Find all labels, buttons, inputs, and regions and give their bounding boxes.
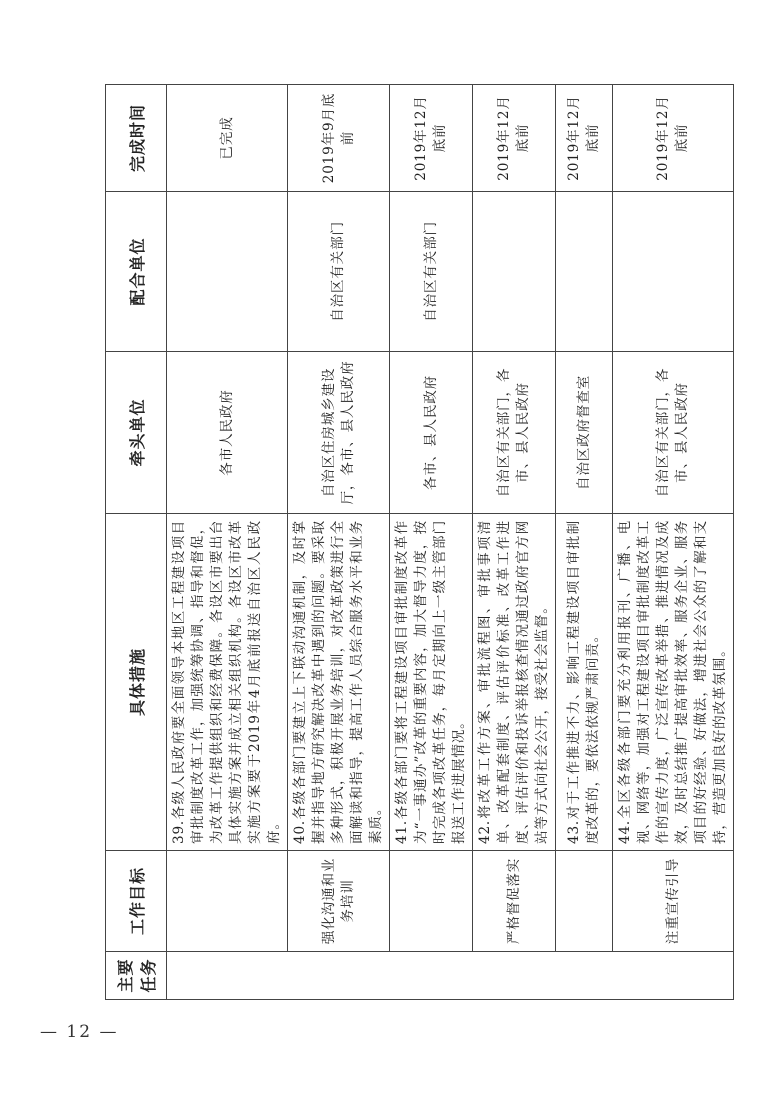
goal-cell: 注重宣传引导 bbox=[613, 851, 734, 952]
support-cell: 自治区有关部门 bbox=[288, 192, 390, 352]
lead-cell: 自治区有关部门，各市、县人民政府 bbox=[473, 352, 556, 514]
deadline-cell: 2019年12月底前 bbox=[473, 85, 556, 192]
measure-cell: 44.全区各级各部门要充分利用报刊、广播、电视、网络等，加强对工程建设项目审批制度改革工作的宣传力度，广泛宣传改革举措、推进情况及成效，及时总结推广提高审批效率、服务企业、服务项目的好经验、好做法，增进社会公众的了解和支持，营造更加良好的改革氛围。 bbox=[613, 514, 734, 851]
support-cell bbox=[473, 192, 556, 352]
support-cell: 自治区有关部门 bbox=[390, 192, 473, 352]
lead-cell: 各市人民政府 bbox=[167, 352, 288, 514]
reform-task-table bbox=[105, 84, 734, 1000]
deadline-cell: 2019年12月底前 bbox=[613, 85, 734, 192]
deadline-cell: 2019年12月底前 bbox=[390, 85, 473, 192]
deadline-cell: 2019年12月底前 bbox=[556, 85, 613, 192]
table-row bbox=[473, 85, 556, 1000]
header-support: 配合单位 bbox=[106, 192, 167, 352]
lead-cell: 各市、县人民政府 bbox=[390, 352, 473, 514]
measure-cell: 42.将改革工作方案、审批流程图、审批事项清单、改革配套制度、评估评价标准、改革工作进度、评估评价和投诉举报核查情况通过政府官方网站等方式向社会公开，接受社会监督。 bbox=[473, 514, 556, 851]
table-row bbox=[288, 85, 390, 1000]
measure-cell: 39.各级人民政府要全面领导本地区工程建设项目审批制度改革工作，加强统筹协调、指导和督促，为改革工作提供组织和经费保障。各设区市要出台具体实施方案并成立相关组织机构。各设区市改革实施方案要于2019年4月底前报送自治区人民政府。 bbox=[167, 514, 288, 851]
table-row bbox=[167, 85, 288, 1000]
support-cell bbox=[613, 192, 734, 352]
goal-cell: 严格督促落实 bbox=[473, 851, 556, 952]
rotated-table-stage bbox=[105, 85, 728, 1000]
goal-cell bbox=[167, 851, 288, 952]
lead-cell: 自治区政府督查室 bbox=[556, 352, 613, 514]
goal-cell bbox=[556, 851, 613, 952]
page-number: — 12 — bbox=[40, 1022, 119, 1042]
header-goal: 工作目标 bbox=[106, 851, 167, 952]
table-header-row bbox=[106, 85, 167, 1000]
table-row bbox=[390, 85, 473, 1000]
header-deadline: 完成时间 bbox=[106, 85, 167, 192]
header-task: 主要任务 bbox=[106, 952, 167, 1000]
goal-cell bbox=[390, 851, 473, 952]
deadline-cell: 2019年9月底前 bbox=[288, 85, 390, 192]
support-cell bbox=[167, 192, 288, 352]
measure-cell: 41.各级各部门要将工程建设项目审批制度改革作为“一事通办”改革的重要内容，加大督导力度，按时完成各项改革任务，每月定期向上一级主管部门报送工作进展情况。 bbox=[390, 514, 473, 851]
table-row bbox=[613, 85, 734, 1000]
deadline-cell: 已完成 bbox=[167, 85, 288, 192]
measure-cell: 43.对于工作推进不力、影响工程建设项目审批制度改革的，要依法依规严肃问责。 bbox=[556, 514, 613, 851]
goal-cell: 强化沟通和业务培训 bbox=[288, 851, 390, 952]
lead-cell: 自治区住房城乡建设厅，各市、县人民政府 bbox=[288, 352, 390, 514]
table-row bbox=[556, 85, 613, 1000]
header-lead: 牵头单位 bbox=[106, 352, 167, 514]
header-measure: 具体措施 bbox=[106, 514, 167, 851]
lead-cell: 自治区有关部门，各市、县人民政府 bbox=[613, 352, 734, 514]
measure-cell: 40.各级各部门要建立上下联动沟通机制，及时掌握并指导地方研究解决改革中遇到的问题。要采取多种形式，积极开展业务培训，对改革政策进行全面解读和指导，提高工作人员综合服务水平和业务素质。 bbox=[288, 514, 390, 851]
task-cell bbox=[167, 952, 734, 1000]
support-cell bbox=[556, 192, 613, 352]
